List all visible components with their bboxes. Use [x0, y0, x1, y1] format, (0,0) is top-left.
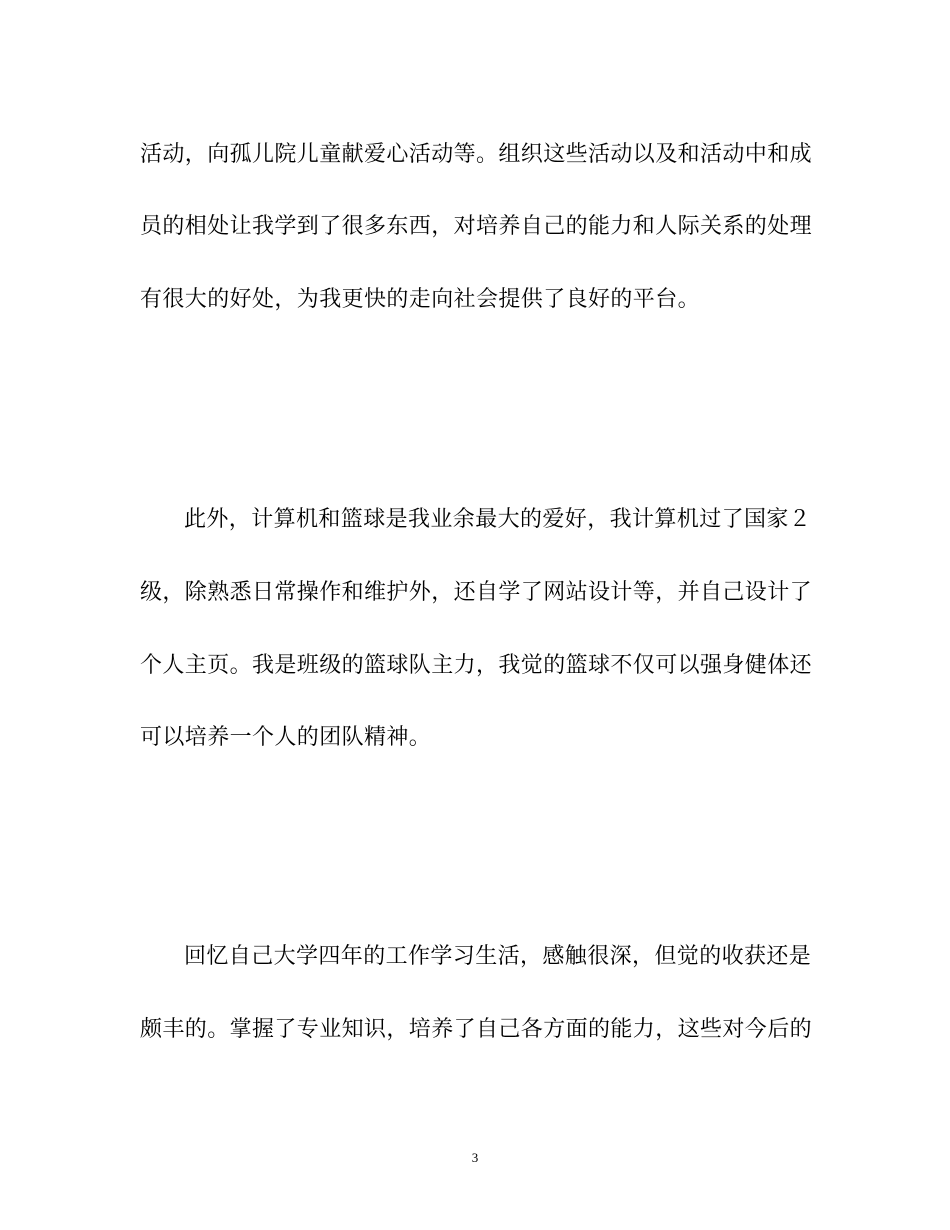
text-line: 有很大的好处，为我更快的走向社会提供了良好的平台。 [140, 287, 701, 312]
text-line: 级，除熟悉日常操作和维护外，还自学了网站设计等，并自己设计了 [140, 580, 813, 605]
text-line: 个人主页。我是班级的篮球队主力，我觉的篮球不仅可以强身健体还 [140, 653, 813, 678]
text-line: 此外，计算机和篮球是我业余最大的爱好，我计算机过了国家２ [184, 507, 812, 532]
text-line: 颇丰的。掌握了专业知识，培养了自己各方面的能力，这些对今后的 [140, 1017, 813, 1042]
text-line: 活动，向孤儿院儿童献爱心活动等。组织这些活动以及和活动中和成 [140, 142, 813, 167]
text-line: 回忆自己大学四年的工作学习生活，感触很深，但觉的收获还是 [184, 944, 812, 969]
text-line: 可以培养一个人的团队精神。 [140, 725, 432, 750]
page-number: 3 [471, 1150, 479, 1165]
text-line: 员的相处让我学到了很多东西，对培养自己的能力和人际关系的处理 [140, 214, 813, 239]
